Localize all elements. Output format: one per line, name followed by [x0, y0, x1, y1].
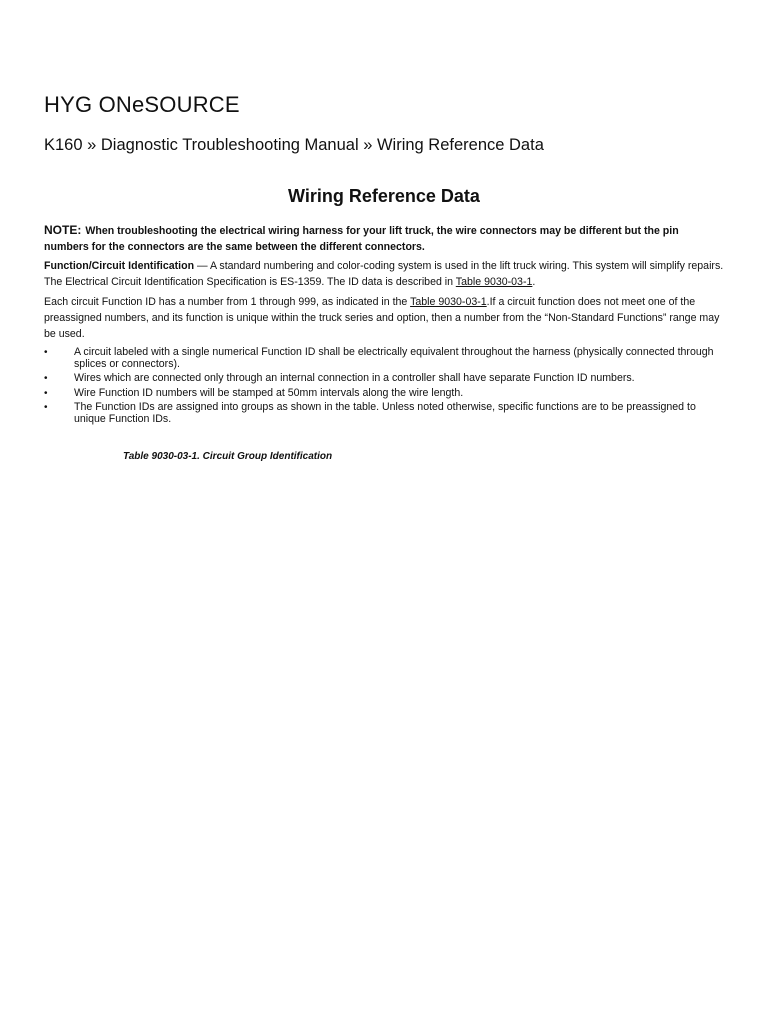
list-item — [44, 373, 724, 385]
bullet-icon: • — [44, 387, 48, 399]
list-item-text: The Function IDs are assigned into groups as shown in the table. Unless noted otherwise, specific functions are to be preassigned to unique Function IDs. — [74, 401, 696, 425]
list-item — [44, 347, 724, 370]
breadcrumb: K160 » Diagnostic Troubleshooting Manual » Wiring Reference Data — [44, 136, 544, 154]
table-link-2[interactable]: Table 9030-03-1 — [410, 296, 487, 308]
function-circuit-paragraph — [44, 258, 724, 290]
bullet-icon: • — [44, 347, 48, 358]
list-item-text: Wires which are connected only through an internal connection in a controller shall have separate Function ID numbers. — [74, 372, 635, 384]
function-circuit-text: — A standard numbering and color-coding system is used in the lift truck wiring. This system will simplify repairs. The Electrical Circuit Identification Specification is ES-1359. The ID data is described in — [44, 260, 724, 288]
bullet-icon: • — [44, 373, 48, 384]
note-text: When troubleshooting the electrical wiring harness for your lift truck, the wire connectors may be different but the pin numbers for the connectors are the same between the different connectors. — [44, 225, 679, 253]
list-item — [44, 402, 724, 425]
function-circuit-label: Function/Circuit Identification — [44, 260, 195, 272]
table-link-1[interactable]: Table 9030-03-1 — [455, 276, 533, 288]
function-circuit-end: . — [532, 276, 536, 288]
list-item — [44, 388, 724, 400]
note-label: NOTE: — [44, 223, 82, 237]
list-item-text: A circuit labeled with a single numerical Function ID shall be electrically equivalent throughout the harness (physically connected through splices or connectors). — [74, 346, 714, 370]
page-title: Wiring Reference Data — [288, 186, 480, 206]
note-block — [44, 222, 724, 255]
rules-list — [44, 347, 724, 428]
brand-title: HYG ONeSOURCE — [44, 92, 240, 117]
function-id-paragraph — [44, 294, 724, 342]
bullet-icon: • — [44, 402, 48, 413]
function-id-text: Each circuit Function ID has a number from 1 through 999, as indicated in the — [44, 296, 411, 308]
table-caption: Table 9030-03-1. Circuit Group Identification — [123, 451, 333, 462]
list-item-text: Wire Function ID numbers will be stamped at 50mm intervals along the wire length. — [74, 386, 464, 399]
function-id-end: .If a circuit function does not meet one of the preassigned numbers, and its function is unique within the truck series and option, then a number from the “Non-Standard Functions” range may be used. — [44, 296, 720, 340]
